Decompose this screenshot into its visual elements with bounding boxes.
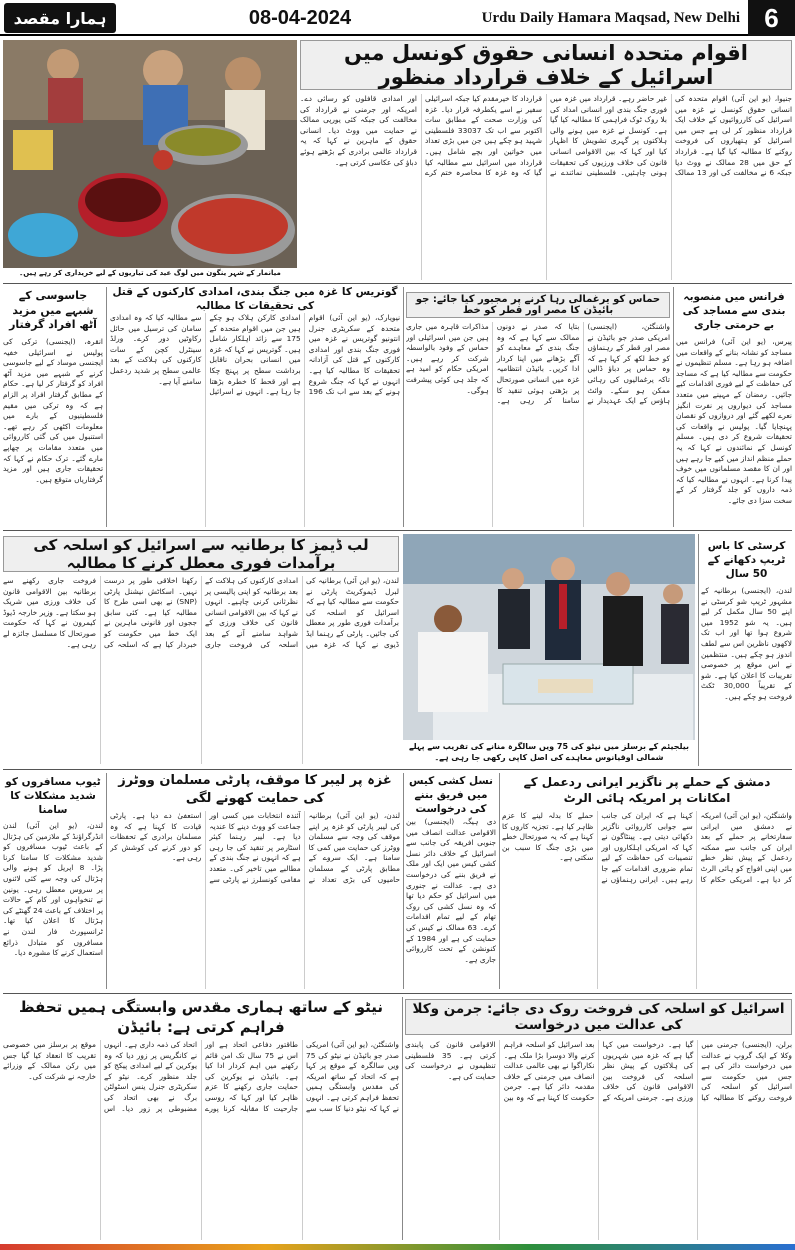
biden-nato-headline: نیٹو کے ساتھ ہماری مقدس وابستگی ہمیں تحفظ فراہم کرتی ہے: بائیڈن — [18, 997, 384, 1036]
guterres-headline: گوتریس کا غزہ میں جنگ بندی، امدادی کارکنوں کے قتل کی تحقیقات کا مطالبہ — [112, 285, 398, 312]
divider — [403, 287, 404, 527]
divider — [106, 287, 107, 527]
cristie-headline: کرسٹی کا باس ٹریپ دکھانے کے 50 سال — [707, 539, 786, 581]
tube-headline: ٹیوب مسافروں کو شدید مشکلات کا سامنا — [5, 775, 101, 817]
tube-body: لندن، (یو این آئی) لندن انڈرگراؤنڈ کے ملازمین کی ہڑتال کے باعث ٹیوب مسافروں کو شدید مشکلات کا سامنا کرنا پڑا۔ 8 اپریل کو ہونے والی ہڑتال کی وجہ سے کئی لائنوں پر سروس معطل رہی۔ یونین نے تنخواہوں اور کام کے حالات پر اختلاف کے باعث 24 گھنٹے کی ہڑتال کا اعلان کیا تھا۔ ٹرانسپورٹ فار لندن نے مسافروں کو متبادل ذرائع استعمال کرنے کا مشورہ دیا۔ — [3, 821, 103, 958]
masthead — [0, 0, 795, 36]
gaza-labour-headline: غزہ پر لیبر کا موقف، پارٹی مسلمان ووٹرز کی حمایت کھونے لگی — [118, 773, 392, 806]
divider — [402, 997, 403, 1240]
germany-headline: اسرائیل کو اسلحہ کی فروخت روک دی جائے: جرمن وکلا کی عدالت میں درخواست — [405, 999, 792, 1035]
main-photo-caption: میانمار کے شہر ینگون میں لوگ عید کی تیاریوں کے لیے خریداری کر رہے ہیں۔ — [19, 269, 281, 277]
divider — [3, 993, 792, 994]
hamas-headline: حماس کو یرغمالی رہا کرنے پر مجبور کیا جائے: جو بائیڈن کا مصر اور قطر کو خط — [406, 292, 670, 318]
uk-body: لندن، (یو این آئی) برطانیہ کی لبرل ڈیموکریٹ پارٹی نے حکومت سے مطالبہ کیا ہے کہ اسرائیل کو اسلحہ کی برآمدات فوری طور پر معطل کی جائیں۔ پارٹی کے رہنما ایڈ ڈیوی نے کہا کہ غزہ میں امدادی کارکنوں کی ہلاکت کے بعد برطانیہ کو اپنی پالیسی پر نظرثانی کرنی چاہیے۔ انہوں نے کہا کہ بین الاقوامی انسانی قانون کی خلاف ورزی کے شواہد سامنے آنے کے بعد اسلحہ کی فروخت جاری رکھنا اخلاقی طور پر درست نہیں۔ اسکاٹش نیشنل پارٹی (SNP) نے بھی اسی طرح کا مطالبہ کیا ہے۔ کئی سابق ججوں اور قانونی ماہرین نے ایک خط میں حکومت کو خبردار کیا ہے کہ اسلحہ کی فروخت جاری رکھنے سے برطانیہ بین الاقوامی قانون کی خلاف ورزی میں شریک ہو سکتا ہے۔ وزیر خارجہ ڈیوڈ کیمرون نے کہا کہ حکومت صورتحال کا مسلسل جائزہ لے رہی ہے۔ — [3, 576, 399, 649]
main-story-body: جنیوا، (یو این آئی) اقوام متحدہ کی انسانی حقوق کونسل نے غزہ میں اسرائیل کی کارروائیوں کے خلاف ایک قرارداد منظور کر لی ہے جس میں اسرائیل کو ہتھیاروں کی فروخت روکنے کا مطالبہ کیا گیا ہے۔ قرارداد کے حق میں 28 ممالک نے ووٹ دیا جبکہ 6 نے مخالفت کی اور 13 ممالک غیر حاضر رہے۔ قرارداد میں غزہ میں فوری جنگ بندی اور انسانی امداد کی بلا روک ٹوک فراہمی کا مطالبہ کیا گیا ہے۔ کونسل نے غزہ میں ہونے والی ہلاکتوں پر گہری تشویش کا اظہار کیا اور کہا کہ بین الاقوامی انسانی قانون کی خلاف ورزیوں کی تحقیقات ہونی چاہئیں۔ فلسطینی نمائندے نے قرارداد کا خیرمقدم کیا جبکہ اسرائیلی سفیر نے اسے یکطرفہ قرار دیا۔ غزہ کی وزارت صحت کے مطابق سات اکتوبر سے اب تک 33037 فلسطینی شہید ہو چکے ہیں جن میں بڑی تعداد میں خواتین اور بچے شامل ہیں۔ قرارداد میں اسرائیل سے مطالبہ کیا گیا کہ وہ غزہ کا محاصرہ ختم کرے اور امدادی قافلوں کو رسائی دے۔ امریکہ اور جرمنی نے قرارداد کی مخالفت کی جبکہ کئی یورپی ممالک نے حمایت میں ووٹ دیا۔ انسانی حقوق کے ماہرین نے کہا کہ یہ قرارداد عالمی برادری کے بڑھتے ہوئے دباؤ کی عکاسی کرتی ہے۔ — [300, 94, 792, 178]
market-food-photo — [3, 40, 297, 268]
guterres-body: نیویارک، (یو این آئی) اقوام متحدہ کے سکریٹری جنرل انتونیو گوتریس نے غزہ میں فوری جنگ بندی اور امدادی کارکنوں کے قتل کی آزادانہ تحقیقات کا مطالبہ کیا ہے۔ انہوں نے کہا کہ جنگ شروع ہونے کے بعد سے اب تک 196 امدادی کارکن ہلاک ہو چکے ہیں جن میں اقوام متحدہ کے 175 سے زائد اہلکار شامل ہیں۔ گوتریس نے کہا کہ غزہ میں انسانی بحران ناقابل برداشت سطح پر پہنچ چکا ہے اور قحط کا خطرہ بڑھتا جا رہا ہے۔ انہوں نے اسرائیل سے مطالبہ کیا کہ وہ امدادی سامان کی ترسیل میں حائل رکاوٹیں دور کرے۔ ورلڈ سینٹرل کچن کے سات کارکنوں کی ہلاکت کے بعد عالمی سطح پر شدید ردعمل سامنے آیا ہے۔ — [110, 313, 400, 397]
cristie-body: لندن، (ایجنسی) برطانیہ کے مشہور ٹریپ شو کرسٹی نے اپنے 50 سال مکمل کر لیے ہیں۔ یہ شو 1952 میں شروع ہوا تھا اور اب تک لاکھوں ناظرین اس سے لطف اندوز ہو چکے ہیں۔ منتظمین نے اس موقع پر خصوصی تقریبات کا اعلان کیا ہے۔ شو کے تقریباً 30,000 ٹکٹ فروخت ہو چکے ہیں۔ — [701, 586, 792, 701]
uk-headline: لب ڈیمز کا برطانیہ سے اسرائیل کو اسلحہ کی برآمدات فوری معطل کرنے کا مطالبہ — [3, 536, 399, 572]
hamas-body: واشنگٹن، (ایجنسی) امریکی صدر جو بائیڈن نے مصر اور قطر کے رہنماؤں کو خط لکھ کر کہا ہے کہ وہ حماس پر دباؤ ڈالیں تاکہ یرغمالیوں کی رہائی ممکن ہو سکے۔ وائٹ ہاؤس کے ایک عہدیدار نے بتایا کہ صدر نے دونوں ممالک سے کہا ہے کہ وہ جنگ بندی کے معاہدے کو آگے بڑھانے میں اپنا کردار ادا کریں۔ بائیڈن انتظامیہ غزہ میں انسانی صورتحال پر بڑھتی ہوئی تنقید کا سامنا کر رہی ہے۔ مذاکرات قاہرہ میں جاری ہیں جن میں اسرائیلی اور حماس کے وفود بالواسطہ شرکت کر رہے ہیں۔ امریکی حکام کو امید ہے کہ جلد ہی کوئی پیشرفت ہوگی۔ — [406, 322, 670, 406]
divider — [698, 534, 699, 766]
issue-date: 08-04-2024 — [248, 7, 352, 29]
divider — [106, 773, 107, 989]
spy-body: انقرہ، (ایجنسی) ترکی کی پولیس نے اسرائیلی خفیہ ایجنسی موساد کے لیے جاسوسی کرنے کے شبہے میں مزید آٹھ افراد کو گرفتار کر لیا ہے۔ حکام کے مطابق گرفتار افراد پر الزام ہے کہ وہ ترکی میں مقیم فلسطینیوں کے بارے میں معلومات اکٹھی کر رہے تھے۔ استنبول میں کی گئی کارروائی میں متعدد مقامات پر چھاپے مارے گئے۔ ترک حکام نے کہا کہ تحقیقات جاری ہیں اور مزید گرفتاریاں متوقع ہیں۔ — [3, 337, 103, 484]
france-body: پیرس، (یو این آئی) فرانس میں مساجد کو نشانہ بنانے کے واقعات میں اضافہ ہو رہا ہے۔ مسلم تنظیموں نے حکومت سے مطالبہ کیا ہے کہ مساجد کی حفاظت کے لیے فوری اقدامات کیے جائیں۔ رمضان کے مہینے میں متعدد مساجد کی دیواروں پر نفرت انگیز نعرے لکھے گئے اور دروازوں کو نقصان پہنچایا گیا۔ پولیس نے واقعات کی تحقیقات شروع کر دی ہیں۔ مسلم کونسل کے نمائندوں نے کہا کہ یہ حملے منظم انداز میں کیے جا رہے ہیں اور ان کا مقصد مسلمانوں میں خوف پیدا کرنا ہے۔ انہوں نے مطالبہ کیا کہ ذمہ داروں کو جلد گرفتار کر کے سخت سزا دی جائے۔ — [676, 337, 792, 505]
nato-photo — [403, 534, 695, 740]
nasl-body: دی ہیگ، (ایجنسی) بین الاقوامی عدالت انصاف میں جنوبی افریقہ کی جانب سے اسرائیل کے خلاف دائر نسل کشی کیس میں ایک اور ملک نے فریق بننے کی درخواست دی ہے۔ عدالت نے جنوری میں اسرائیل کو حکم دیا تھا کہ وہ نسل کشی کی روک تھام کے لیے تمام اقدامات کرے۔ 63 ممالک نے کیس کی حمایت کی ہے اور 1984 کے کنونشن کے تحت کارروائی جاری ہے۔ — [406, 817, 496, 964]
divider — [673, 287, 674, 527]
color-bar — [0, 1244, 795, 1250]
germany-body: برلن، (ایجنسی) جرمنی میں وکلا کے ایک گروپ نے عدالت میں درخواست دائر کی ہے جس میں حکومت سے اسرائیل کو اسلحہ کی فروخت روکنے کا مطالبہ کیا گیا ہے۔ درخواست میں کہا گیا ہے کہ غزہ میں شہریوں کی ہلاکتوں کے پیش نظر اسلحہ کی فروخت بین الاقوامی قانون کی خلاف ورزی ہے۔ جرمنی امریکہ کے بعد اسرائیل کو اسلحہ فراہم کرنے والا دوسرا بڑا ملک ہے۔ نکاراگوا نے بھی عالمی عدالت انصاف میں جرمنی کے خلاف مقدمہ دائر کیا ہے۔ جرمن حکومت کا کہنا ہے کہ وہ بین الاقوامی قانون کی پابندی کرتی ہے۔ 35 فلسطینی تنظیموں نے درخواست کی حمایت کی ہے۔ — [405, 1040, 792, 1102]
gaza-labour-body: لندن، (یو این آئی) برطانیہ کی لیبر پارٹی کو غزہ پر اپنے موقف کی وجہ سے مسلمان ووٹرز کی حمایت میں کمی کا سامنا ہے۔ ایک سروے کے مطابق پارٹی کے مسلمان حامیوں کی بڑی تعداد نے آئندہ انتخابات میں کسی اور جماعت کو ووٹ دینے کا عندیہ دیا ہے۔ لیبر رہنما کیئر اسٹارمر پر تنقید کی جا رہی ہے کہ انہوں نے جنگ بندی کے مطالبے میں تاخیر کی۔ متعدد مقامی کونسلرز نے پارٹی سے استعفیٰ دے دیا ہے۔ پارٹی قیادت کا کہنا ہے کہ وہ مسلمان برادری کے تحفظات کو دور کرنے کی کوشش کر رہی ہے۔ — [110, 811, 400, 884]
main-headline: اقوام متحدہ انسانی حقوق کونسل میں اسرائیل کے خلاف قرارداد منظور — [300, 40, 792, 90]
spy-headline: جاسوسی کے شبہے میں مزید آٹھ افراد گرفتار — [9, 288, 97, 332]
nasl-headline: نسل کشی کیس میں فریق بننے کی درخواست — [409, 774, 493, 816]
damascus-body: واشنگٹن، (یو این آئی) امریکہ نے دمشق میں ایرانی سفارتخانے پر حملے کے بعد ایران کی جانب سے ممکنہ ردعمل کے پیش نظر خطے میں اپنی افواج کو ہائی الرٹ کر دیا ہے۔ امریکی حکام کا کہنا ہے کہ ایران کی جانب سے جوابی کارروائی ناگزیر دکھائی دیتی ہے۔ پینٹاگون نے کہا کہ امریکی اہلکاروں اور تنصیبات کی حفاظت کے لیے تمام ضروری اقدامات کیے جا رہے ہیں۔ ایرانی رہنماؤں نے حملے کا بدلہ لینے کا عزم ظاہر کیا ہے۔ تجزیہ کاروں کا کہنا ہے کہ یہ صورتحال خطے میں بڑی جنگ کا سبب بن سکتی ہے۔ — [502, 811, 792, 884]
france-headline: فرانس میں منصوبہ بندی سے مساجد کی بے حرمتی جاری — [682, 290, 786, 332]
divider — [499, 773, 500, 989]
nato-ceremony-photo — [403, 534, 695, 740]
divider — [3, 769, 792, 770]
biden-nato-body: واشنگٹن، (یو این آئی) امریکی صدر جو بائیڈن نے نیٹو کی 75 ویں سالگرہ کے موقع پر کہا ہے کہ اتحاد کے ساتھ امریکہ کی مقدس وابستگی ہمیں تحفظ فراہم کرتی ہے۔ انہوں نے کہا کہ نیٹو دنیا کا سب سے طاقتور دفاعی اتحاد ہے اور اس نے 75 سال تک امن قائم رکھنے میں اہم کردار ادا کیا ہے۔ بائیڈن نے یوکرین کی حمایت جاری رکھنے کا عزم ظاہر کیا اور کہا کہ روسی جارحیت کا مقابلہ کرنا پورے اتحاد کی ذمہ داری ہے۔ انہوں نے کانگریس پر زور دیا کہ وہ یوکرین کے لیے امدادی پیکج کو جلد منظور کرے۔ نیٹو کے سکریٹری جنرل ینس اسٹولٹن برگ نے بھی اتحاد کی مضبوطی پر زور دیا۔ اس موقع پر برسلز میں خصوصی تقریب کا انعقاد کیا گیا جس میں رکن ممالک کے وزرائے خارجہ نے شرکت کی۔ — [3, 1040, 399, 1113]
page-number: 6 — [748, 0, 795, 36]
damascus-headline: دمشق کے حملے پر ناگزیر ایرانی ردعمل کے امکانات پر امریکہ ہائی الرٹ — [523, 774, 771, 805]
main-photo — [3, 40, 297, 268]
divider — [403, 773, 404, 989]
divider — [3, 530, 792, 531]
newspaper-logo: ہمارا مقصد — [4, 3, 116, 33]
paper-name: Urdu Daily Hamara Maqsad, New Delhi — [481, 10, 740, 26]
nato-photo-caption: بیلجیئم کے برسلز میں نیٹو کی 75 ویں سالگرہ منانے کی تقریب سے پہلے شمالی اوقیانوس معاہدے کی اصل کاپی رکھی جا رہی ہے۔ — [408, 742, 690, 762]
